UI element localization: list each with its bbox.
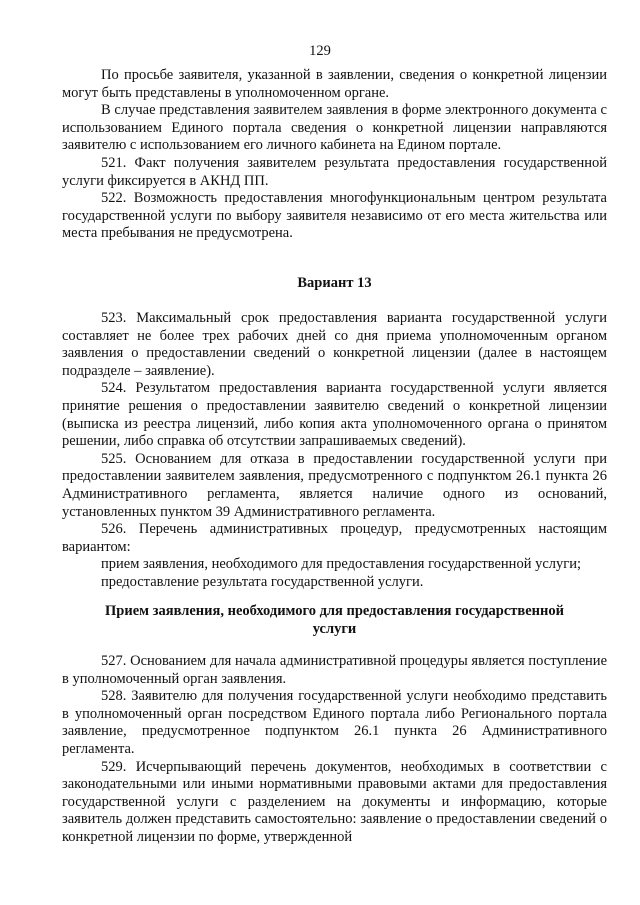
paragraph-527: 527. Основанием для начала административной процедуры является поступление в уполномоченный орган заявления. — [62, 653, 607, 687]
paragraph-525: 525. Основанием для отказа в предоставлении государственной услуги при предоставлении заявителем заявления, предусмотренного с подпунктом 26.1 пункта 26 Административного регламента, является наличие одного из оснований, установленных пунктом 39 Административного регламента. — [62, 450, 607, 520]
section-heading — [62, 602, 607, 638]
paragraph-521: 521. Факт получения заявителем результата предоставления государственной услуги фиксируется в АКНД ПП. — [62, 154, 607, 189]
section-text-block — [62, 653, 607, 847]
variant-text-block — [62, 310, 607, 592]
variant-heading: Вариант 13 — [297, 275, 372, 291]
paragraph-522: 522. Возможность предоставления многофункциональным центром результата государственной услуги по выбору заявителя независимо от его места жительства или места пребывания не предусмотрена. — [62, 190, 607, 242]
paragraph-524: 524. Результатом предоставления варианта государственной услуги является принятие решения о предоставлении заявителю сведений о конкретной лицензии (выписка из реестра лицензий, либо копия акта уполномоченного органа о принятом решении, либо справка об отсутствии запрашиваемых сведений). — [62, 380, 607, 450]
paragraph-528: 528. Заявителю для получения государственной услуги необходимо представить в уполномоченный орган посредством Единого портала либо Регионального портала заявление, предусмотренное подпунктом 26.1 пункта 26 Административного регламента. — [62, 688, 607, 757]
section-heading-line: Прием заявления, необходимого для предоставления государственной — [105, 603, 564, 619]
paragraph: В случае представления заявителем заявления в форме электронного документа с использованием Единого портала сведения о конкретной лицензии направляются заявителю с использованием его личного кабинета на Едином портале. — [62, 102, 607, 154]
page-number: 129 — [309, 43, 331, 59]
paragraph-523: 523. Максимальный срок предоставления варианта государственной услуги составляет не более трех рабочих дней со дня приема уполномоченным органом заявления о предоставлении сведений о конкретной лицензии (далее в настоящем подразделе – заявление). — [62, 310, 607, 379]
list-item: прием заявления, необходимого для предоставления государственной услуги; — [101, 556, 581, 573]
list-item: предоставление результата государственной услуги. — [101, 573, 424, 590]
paragraph-526: 526. Перечень административных процедур, предусмотренных настоящим вариантом: — [62, 521, 607, 555]
paragraph: По просьбе заявителя, указанной в заявлении, сведения о конкретной лицензии могут быть представлены в уполномоченном органе. — [62, 67, 607, 101]
intro-text-block — [62, 67, 607, 243]
paragraph-529: 529. Исчерпывающий перечень документов, необходимых в соответствии с законодательными или иными нормативными правовыми актами для предоставления государственной услуги с разделением на документы и информацию, которые заявитель должен представить самостоятельно: заявление о предоставлении сведений о конкретной лицензии по форме, утвержденной — [62, 758, 607, 845]
section-heading-line: услуги — [312, 621, 357, 637]
